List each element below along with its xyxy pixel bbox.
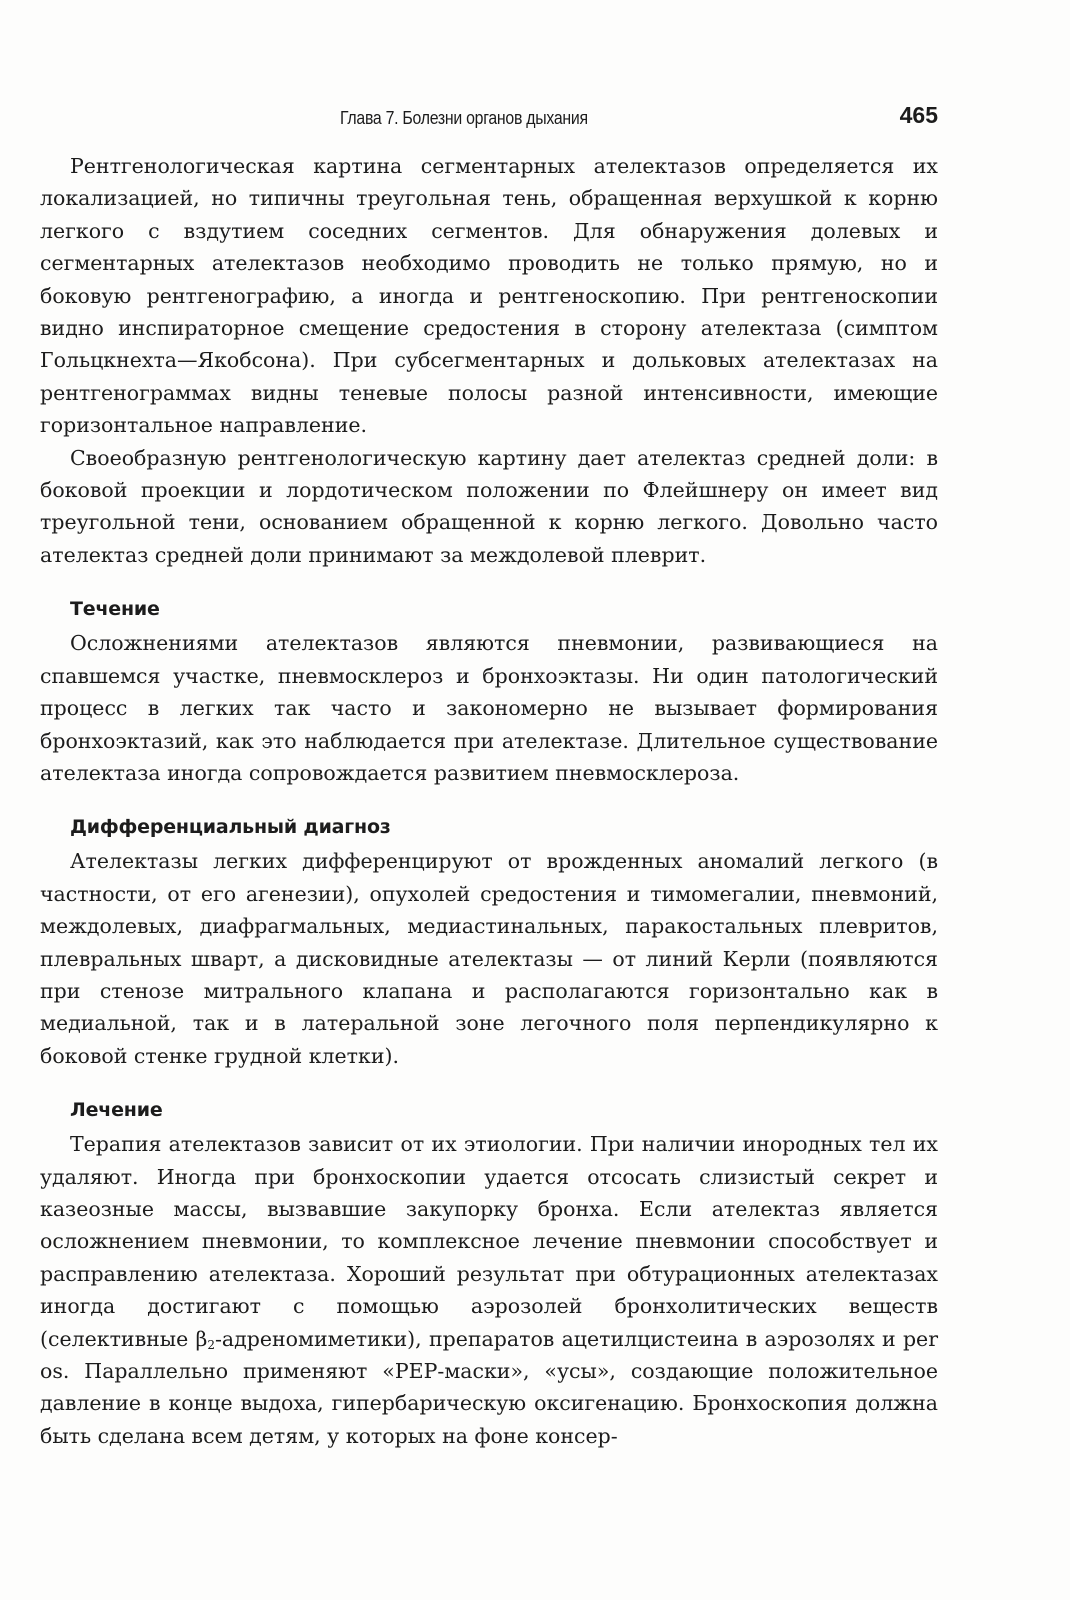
paragraph-xray-middle-lobe: Своеобразную рентгенологическую картину дает ателектаз средней доли: в боковой проекции и лордотическом положении по Флейшнеру он имеет вид треугольной тени, основанием обращенной к корню легкого. Довольно часто ателектаз средней доли принимают за междолевой плеврит.	[40, 445, 938, 567]
chapter-title: Глава 7. Болезни органов дыхания	[340, 108, 588, 128]
section-heading-differential: Дифференциальный диагноз	[70, 816, 391, 839]
page-number: 465	[899, 102, 938, 128]
paragraph-course: Осложнениями ателектазов являются пневмонии, развивающиеся на спавшемся участке, пневмосклероз и бронхоэктазы. Ни один патологический процесс в легких так часто и закономерно не вызывает формирования бронхоэктазий, как это наблюдается при ателектазе. Длительное существование ателектаза иногда сопровождается развитием пневмосклероза.	[40, 631, 938, 785]
treatment-text-part1: Терапия ателектазов зависит от их этиологии. При наличии инородных тел их удаляют. Иногда при бронхоскопии удается отсосать слизистый секрет и казеозные массы, вызвавшие закупорку бронха. Если ателектаз является осложнением пневмонии, то комплексное лечение пневмонии способствует и расправлению ателектаза. Хороший результат при обтурационных ателектазах иногда достигают с помощью аэрозолей бронхолитических веществ (селективные β	[40, 1132, 938, 1351]
page-body	[40, 150, 938, 1452]
section-heading-course: Течение	[70, 598, 160, 621]
paragraph-treatment	[40, 1128, 938, 1452]
section-heading-treatment: Лечение	[70, 1099, 163, 1122]
beta-subscript: 2	[207, 1337, 215, 1352]
treatment-text-part2: -адреномиметики), препаратов ацетилцистеина в аэрозолях и per os. Параллельно применяют «РЕР-маски», «усы», создающие положительное давление в конце выдоха, гипербарическую оксигенацию. Бронхоскопия должна быть сделана всем детям, у которых на фоне консер-	[40, 1326, 938, 1448]
running-header	[40, 102, 938, 130]
paragraph-xray-segmental: Рентгенологическая картина сегментарных ателектазов определяется их локализацией, но типичны треугольная тень, обращенная верхушкой к корню легкого с вздутием соседних сегментов. Для обнаружения долевых и сегментарных ателектазов необходимо проводить не только прямую, но и боковую рентгенографию, а иногда и рентгеноскопию. При рентгеноскопии видно инспираторное смещение средостения в сторону ателектаза (симптом Гольцкнехта—Якобсона). При субсегментарных и дольковых ателектазах на рентгенограммах видны теневые полосы разной интенсивности, имеющие горизонтальное направление.	[40, 154, 938, 438]
paragraph-differential: Ателектазы легких дифференцируют от врожденных аномалий легкого (в частности, от его агенезии), опухолей средостения и тимомегалии, пневмоний, междолевых, диафрагмальных, медиастинальных, паракостальных плевритов, плевральных шварт, а дисковидные ателектазы — от линий Керли (появляются при стенозе митрального клапана и располагаются горизонтально как в медиальной, так и в латеральной зоне легочного поля перпендикулярно к боковой стенке грудной клетки).	[40, 849, 938, 1068]
